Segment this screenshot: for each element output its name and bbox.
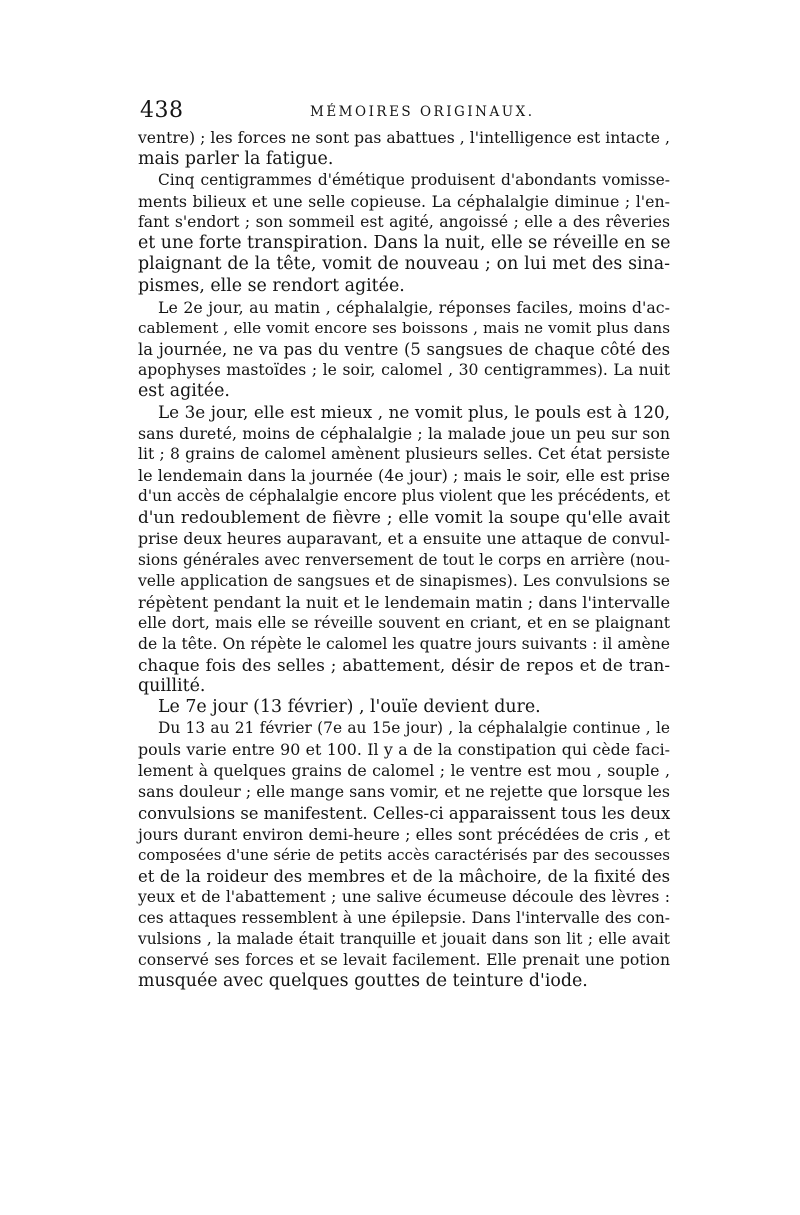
text-line: musquée avec quelques gouttes de teinture d'iode.	[138, 971, 588, 992]
text-line: sans dureté, moins de céphalalgie ; la malade joue un peu sur son	[138, 424, 670, 444]
text-line: ces attaques ressemblent à une épilepsie. Dans l'intervalle des con-	[138, 908, 670, 927]
text-line: chaque fois des selles ; abattement, désir de repos et de tran-	[138, 654, 670, 675]
text-line: composées d'une série de petits accès caractérisés par des secousses	[138, 845, 670, 864]
text-line: Le 7e jour (13 février) , l'ouïe devient dure.	[158, 697, 541, 718]
page-header	[140, 98, 668, 128]
text-line: Le 3e jour, elle est mieux , ne vomit plus, le pouls est à 120,	[158, 402, 670, 423]
text-line: prise deux heures auparavant, et a ensuite une attaque de convul-	[138, 529, 670, 549]
text-line: sans douleur ; elle mange sans vomir, et ne rejette que lorsque les	[138, 782, 670, 802]
text-line: elle dort, mais elle se réveille souvent en criant, et en se plaignant	[138, 613, 670, 632]
text-line: mais parler la fatigue.	[138, 149, 334, 170]
text-line: Du 13 au 21 février (7e au 15e jour) , la céphalalgie continue , le	[158, 719, 670, 738]
text-line: pouls varie entre 90 et 100. Il y a de la constipation qui cède faci-	[138, 740, 670, 760]
text-line: apophyses mastoïdes ; le soir, calomel , 30 centigrammes). La nuit	[138, 360, 670, 379]
text-line: sions générales avec renversement de tout le corps en arrière (nou-	[138, 550, 670, 569]
text-line: Cinq centigrammes d'émétique produisent d'abondants vomisse-	[158, 171, 670, 190]
text-line: plaignant de la tête, vomit de nouveau ; on lui met des sina-	[138, 254, 670, 275]
text-line: fant s'endort ; son sommeil est agité, angoissé ; elle a des rêveries	[138, 213, 670, 232]
body-text	[138, 128, 670, 992]
text-line: convulsions se manifestent. Celles-ci apparaissent tous les deux	[138, 803, 671, 823]
text-line: la journée, ne va pas du ventre (5 sangsues de chaque côté des	[138, 339, 670, 359]
text-line: répètent pendant la nuit et le lendemain matin ; dans l'intervalle	[138, 592, 671, 612]
text-line: d'un accès de céphalalgie encore plus violent que les précédents, et	[138, 487, 670, 506]
text-line: pismes, elle se rendort agitée.	[138, 275, 405, 296]
page-number: 438	[140, 98, 184, 123]
text-line: lement à quelques grains de calomel ; le ventre est mou , souple ,	[138, 761, 670, 781]
text-line: est agitée.	[138, 380, 230, 401]
text-line: jours durant environ demi-heure ; elles sont précédées de cris , et	[138, 824, 670, 844]
text-line: velle application de sangsues et de sinapismes). Les convulsions se	[138, 571, 670, 590]
text-line: yeux et de l'abattement ; une salive écumeuse découle des lèvres :	[138, 887, 670, 906]
text-line: quillité.	[138, 676, 206, 697]
text-line: vulsions , la malade était tranquille et jouait dans son lit ; elle avait	[138, 929, 670, 948]
text-line: cablement , elle vomit encore ses boissons , mais ne vomit plus dans	[138, 318, 670, 337]
text-line: et une forte transpiration. Dans la nuit, elle se réveille en se	[138, 233, 671, 254]
text-line: ventre) ; les forces ne sont pas abattues , l'intelligence est intacte ,	[138, 129, 670, 147]
text-line: et de la roideur des membres et de la mâchoire, de la fixité des	[138, 866, 670, 886]
running-title: MÉMOIRES ORIGINAUX.	[310, 104, 535, 120]
text-line: le lendemain dans la journée (4e jour) ; mais le soir, elle est prise	[138, 466, 670, 486]
text-line: lit ; 8 grains de calomel amènent plusieurs selles. Cet état persiste	[138, 445, 670, 464]
text-line: de la tête. On répète le calomel les quatre jours suivants : il amène	[138, 634, 670, 653]
text-line: ments bilieux et une selle copieuse. La céphalalgie diminue ; l'en-	[138, 192, 670, 212]
text-line: Le 2e jour, au matin , céphalalgie, réponses faciles, moins d'ac-	[158, 297, 670, 317]
text-line: d'un redoublement de fièvre ; elle vomit la soupe qu'elle avait	[138, 507, 670, 528]
text-line: conservé ses forces et se levait facilement. Elle prenait une potion	[138, 951, 670, 970]
